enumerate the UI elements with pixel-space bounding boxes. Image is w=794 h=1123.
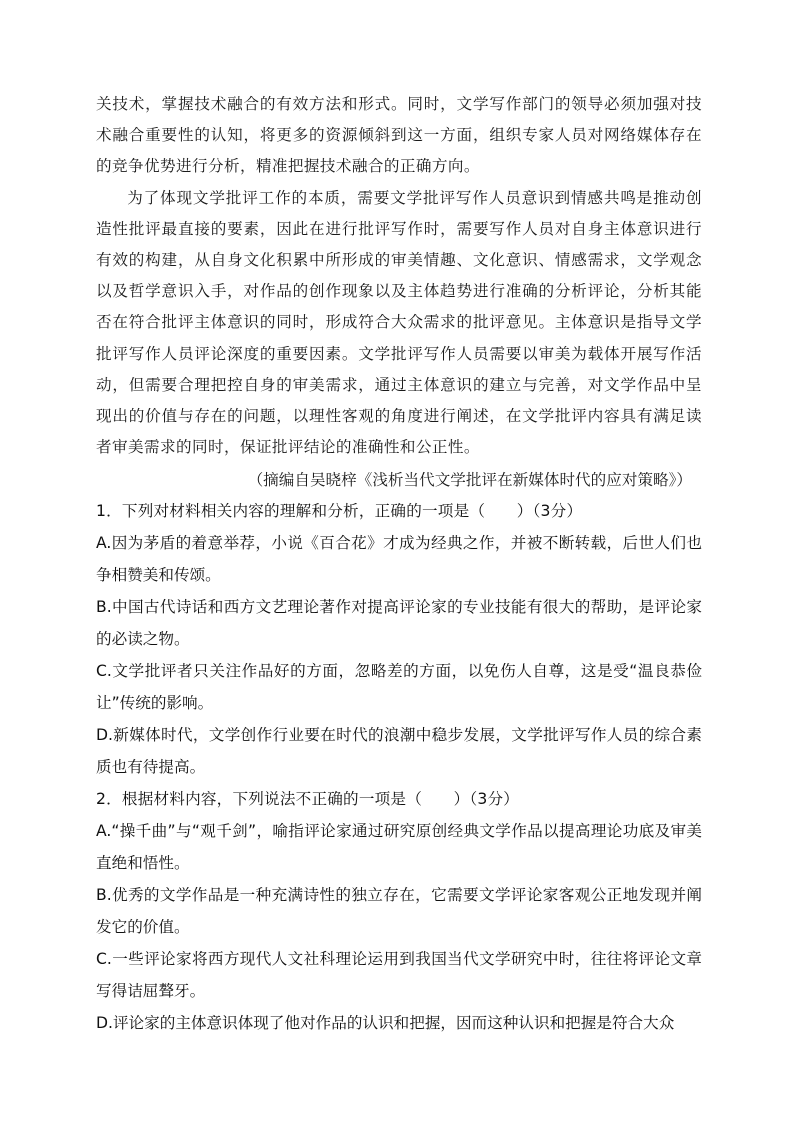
passage-paragraph-2: 为了体现文学批评工作的本质，需要文学批评写作人员意识到情感共鸣是推动创造性批评最直接的要素，因此在进行批评写作时，需要写作人员对自身主体意识进行有效的构建，从自身文化积累中所形成的审美情趣、文化意识、情感需求，文学观念以及哲学意识入手，对作品的创作现象以及主体趋势进行准确的分析评论，分析其能否在符合批评主体意识的同时，形成符合大众需求的批评意见。主体意识是指导文学批评写作人员评论深度的重要因素。文学批评写作人员需要以审美为载体开展写作活动，但需要合理把控自身的审美需求，通过主体意识的建立与完善，对文学作品中呈现出的价值与存在的问题，以理性客观的角度进行阐述，在文学批评内容具有满足读者审美需求的同时，保证批评结论的准确性和公正性。	[96, 188, 702, 457]
question-2-option-a: A.“操千曲”与“观千剑”，喻指评论家通过研究原创经典文学作品以提高理论功底及审美直绝和悟性。	[96, 822, 702, 872]
passage-source: （摘编自吴晓梓《浅析当代文学批评在新媒体时代的应对策略》）	[247, 471, 692, 489]
question-1-option-c: C.文学批评者只关注作品好的方面，忽略差的方面，以免伤人自尊，这是受“温良恭俭让”传统的影响。	[96, 662, 702, 712]
passage-paragraph-1: 关技术，掌握技术融合的有效方法和形式。同时，文学写作部门的领导必须加强对技术融合重要性的认知，将更多的资源倾斜到这一方面，组织专家人员对网络媒体存在的竞争优势进行分析，精准把握技术融合的正确方向。	[96, 95, 702, 176]
question-1-stem: 1．下列对材料相关内容的理解和分析，正确的一项是（ ）（3分）	[96, 502, 583, 520]
question-list	[96, 495, 702, 1039]
question-1-option-b: B.中国古代诗话和西方文艺理论著作对提高评论家的专业技能有很大的帮助，是评论家的必读之物。	[96, 598, 702, 648]
question-2-option-d: D.评论家的主体意识体现了他对作品的认识和把握，因而这种认识和把握是符合大众	[96, 1014, 675, 1032]
question-2-option-c: C.一些评论家将西方现代人文社科理论运用到我国当代文学研究中时，往往将评论文章写得诘屈聱牙。	[96, 950, 702, 1000]
question-1-option-a: A.因为茅盾的着意举荐，小说《百合花》才成为经典之作，并被不断转载，后世人们也争相赞美和传颂。	[96, 534, 702, 584]
question-2-stem: 2．根据材料内容，下列说法不正确的一项是（ ）（3分）	[96, 790, 520, 808]
question-1-option-d: D.新媒体时代，文学创作行业要在时代的浪潮中稳步发展，文学批评写作人员的综合素质也有待提高。	[96, 726, 702, 776]
question-2-option-b: B.优秀的文学作品是一种充满诗性的独立存在，它需要文学评论家客观公正地发现并阐发它的价值。	[96, 886, 702, 936]
reading-passage	[96, 89, 702, 463]
